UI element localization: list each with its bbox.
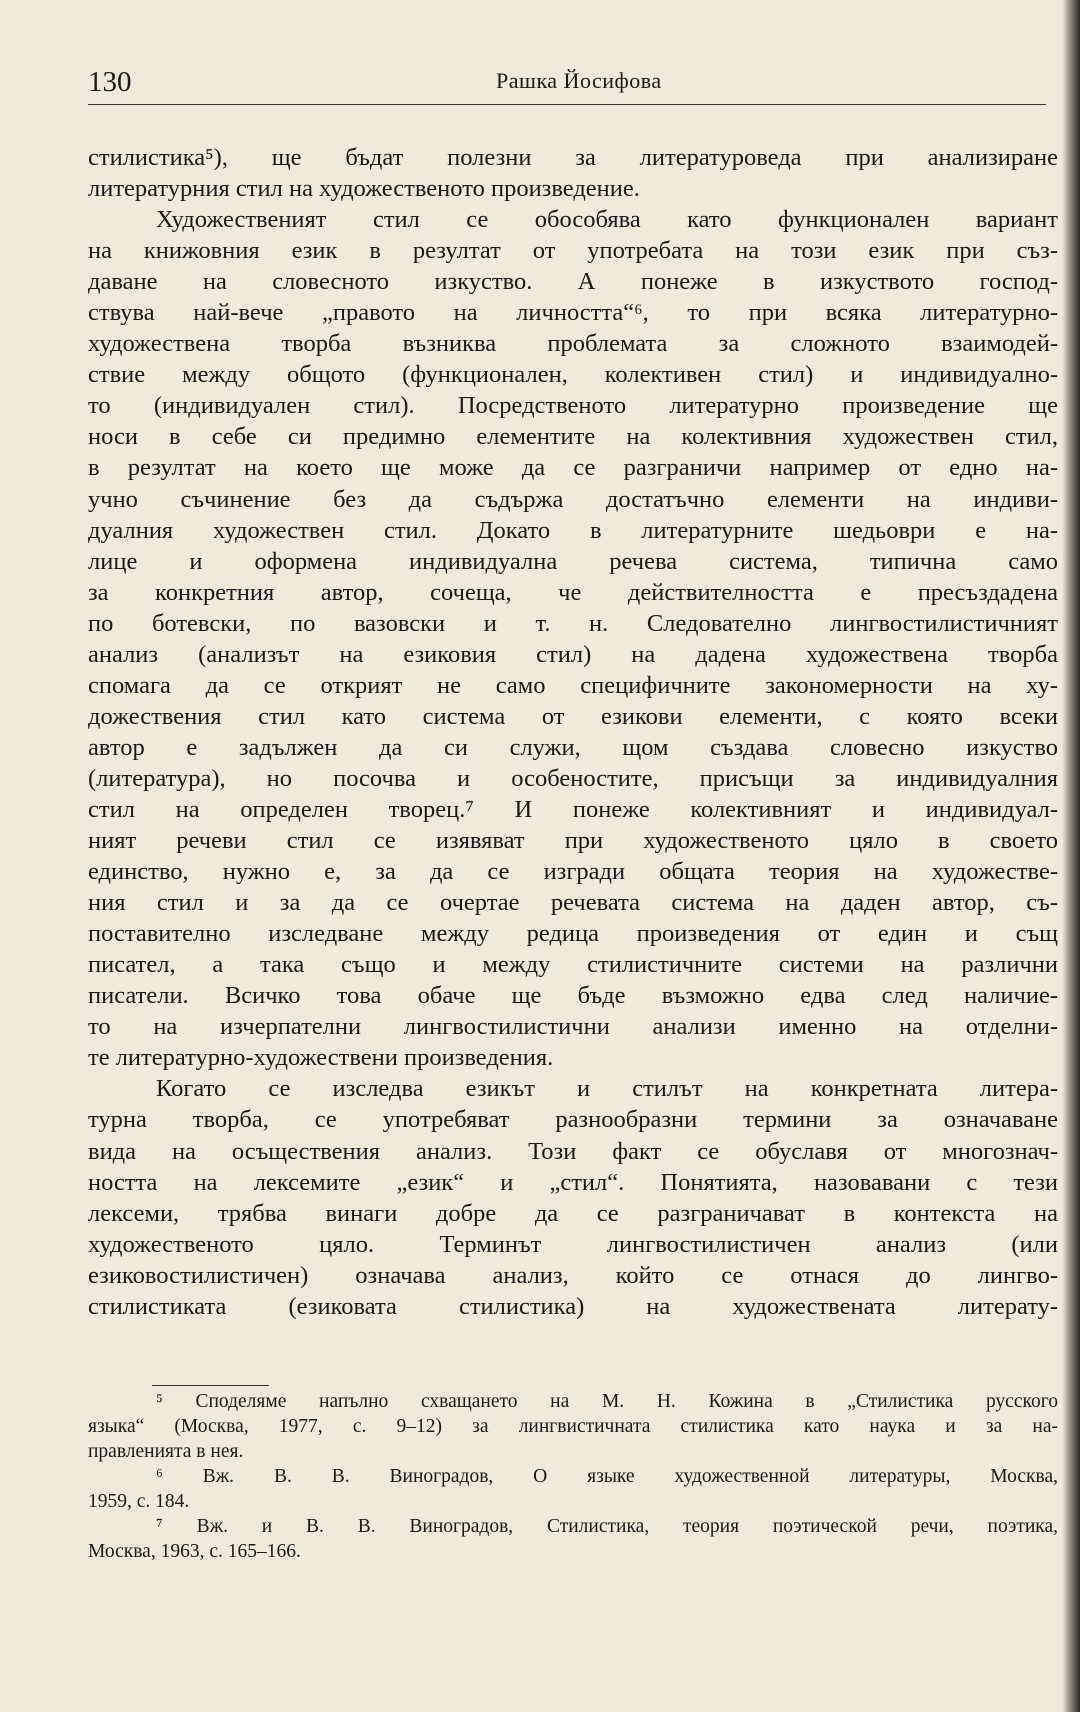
text-line: турна творба, се употребяват разнообразни термини за означаване xyxy=(88,1106,1058,1134)
text-line: ствие между общото (функционален, колективен стил) и индивидуално- xyxy=(88,361,1058,389)
text-line: за конкретния автор, сочеща, че действителността е пресъздадена xyxy=(88,578,1058,606)
text-line: (литература), но посочва и особеностите, присъщи за индивидуалния xyxy=(88,764,1058,792)
text-line: ния стил и за да се очертае речевата система на даден автор, съ- xyxy=(88,889,1058,917)
header-rule xyxy=(88,104,1046,105)
text-line: ният речеви стил се изявяват при художественото цяло в своето xyxy=(88,827,1058,855)
text-line: литературния стил на художественото произведение. xyxy=(88,175,640,203)
text-line: поставително изследване между редица произведения от един и същ xyxy=(88,920,1058,948)
footnote-line: ⁶ Вж. В. В. Виноградов, О языке художественной литературы, Москва, xyxy=(156,1466,1058,1487)
text-line: даване на словесното изкуство. А понеже в изкуството господ- xyxy=(88,268,1058,296)
text-line: вида на осъществения анализ. Този факт се обуславя от многознач- xyxy=(88,1137,1058,1165)
text-line: стил на определен творец.⁷ И понеже колективният и индивидуал- xyxy=(88,795,1058,823)
text-line: то (индивидуален стил). Посредственото литературно произведение ще xyxy=(88,392,1058,420)
text-line: в резултат на което ще може да се разграничи например от едно на- xyxy=(88,454,1058,482)
footnote-line: языка“ (Москва, 1977, с. 9–12) за лингвистичната стилистика като наука и за на- xyxy=(88,1416,1058,1437)
text-line: по ботевски, по вазовски и т. н. Следователно лингвостилистичният xyxy=(88,609,1058,637)
text-line: то на изчерпателни лингвостилистични анализи именно на отделни- xyxy=(88,1013,1058,1041)
text-line: художествена творба възниква проблемата за сложното взаимодей- xyxy=(88,330,1058,358)
text-line: писатели. Всичко това обаче ще бъде възможно едва след наличие- xyxy=(88,982,1058,1010)
footnote-line: 1959, с. 184. xyxy=(88,1491,190,1512)
text-line: лексеми, трябва винаги добре да се разграничават в контекста на xyxy=(88,1199,1058,1227)
text-line: лице и оформена индивидуална речева система, типична само xyxy=(88,547,1058,575)
text-line: Когато се изследва езикът и стилът на конкретната литера- xyxy=(156,1075,1058,1103)
page-edge-shadow xyxy=(1062,0,1080,1712)
text-line: ствува най-вече „правото на личността“⁶, то при всяка литературно- xyxy=(88,299,1058,327)
page-number: 130 xyxy=(88,66,132,98)
text-line: стилистиката (езиковата стилистика) на художествената литерату- xyxy=(88,1292,1058,1320)
text-line: носи в себе си предимно елементите на колективния художествен стил, xyxy=(88,423,1058,451)
running-head: Рашка Йосифова xyxy=(496,68,662,93)
text-line: на книжовния език в резултат от употребата на този език при съз- xyxy=(88,237,1058,265)
text-line: учно съчинение без да съдържа достатъчно елементи на индиви- xyxy=(88,485,1058,513)
text-line: анализ (анализът на езиковия стил) на дадена художествена творба xyxy=(88,640,1058,668)
footnote-line: Москва, 1963, с. 165–166. xyxy=(88,1541,301,1562)
text-line: те литературно-художествени произведения. xyxy=(88,1044,554,1072)
footnote-line: правленията в нея. xyxy=(88,1441,244,1462)
text-line: Художественият стил се обособява като функционален вариант xyxy=(156,206,1058,234)
footnotes xyxy=(88,1389,1058,1564)
text-line: езиковостилистичен) означава анализ, който се отнася до лингво- xyxy=(88,1261,1058,1289)
text-line: единство, нужно е, за да се изгради общата теория на художестве- xyxy=(88,858,1058,886)
body-text xyxy=(88,142,1058,1322)
text-line: автор е задължен да си служи, щом създава словесно изкуство xyxy=(88,733,1058,761)
footnote-rule xyxy=(152,1385,269,1386)
text-line: спомага да се открият не само специфичните закономерности на ху- xyxy=(88,671,1058,699)
text-line: дожествения стил като система от езикови елементи, с която всеки xyxy=(88,702,1058,730)
text-line: стилистика⁵), ще бъдат полезни за литературоведа при анализиране xyxy=(88,144,1058,171)
text-line: дуалния художествен стил. Докато в литературните шедьоври е на- xyxy=(88,516,1058,544)
page-header xyxy=(88,64,1046,104)
text-line: художественото цяло. Терминът лингвостилистичен анализ (или xyxy=(88,1230,1058,1258)
text-line: писател, а така също и между стилистичните системи на различни xyxy=(88,951,1058,979)
footnote-line: ⁵ Споделяме напълно схващането на М. Н. Кожина в „Стилистика русского xyxy=(156,1391,1058,1412)
footnote-line: ⁷ Вж. и В. В. Виноградов, Стилистика, теория поэтической речи, поэтика, xyxy=(156,1516,1058,1537)
text-line: ността на лексемите „език“ и „стил“. Понятията, назовавани с тези xyxy=(88,1168,1058,1196)
